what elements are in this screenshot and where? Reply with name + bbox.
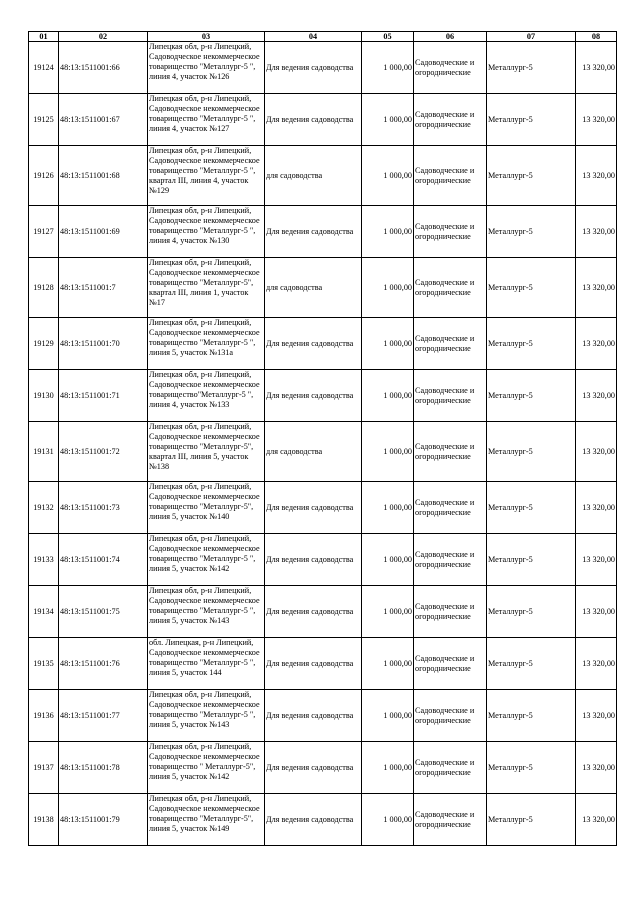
table-row	[29, 482, 617, 534]
cell-address	[148, 206, 265, 258]
cell-cadastral-number	[59, 146, 148, 206]
cell-permitted-use-text: Для ведения садоводства	[266, 554, 354, 564]
cell-address	[148, 94, 265, 146]
header-col-04: 04	[265, 32, 362, 42]
header-col-02: 02	[59, 32, 148, 42]
header-col-05: 05	[362, 32, 414, 42]
cell-address	[148, 42, 265, 94]
cell-cadastral-value	[576, 742, 617, 794]
cell-cadastral-value	[576, 794, 617, 846]
cell-cadastral-number-text: 48:13:1511001:79	[60, 814, 120, 824]
cell-row-number-text: 19134	[33, 606, 54, 616]
header-col-06: 06	[414, 32, 487, 42]
cell-land-category-text: Садоводческие и огороднические	[415, 705, 475, 725]
cell-permitted-use-text: для садоводства	[266, 282, 323, 292]
table-row	[29, 534, 617, 586]
cell-area	[362, 94, 414, 146]
cell-row-number-text: 19131	[33, 446, 54, 456]
cell-cadastral-number-text: 48:13:1511001:71	[60, 390, 120, 400]
cell-row-number	[29, 690, 59, 742]
cell-row-number-text: 19132	[33, 502, 54, 512]
cell-permitted-use-text: Для ведения садоводства	[266, 114, 354, 124]
cell-cadastral-value-text: 13 320,00	[582, 762, 615, 772]
table-row	[29, 690, 617, 742]
cell-permitted-use	[265, 146, 362, 206]
cell-row-number	[29, 586, 59, 638]
cell-cadastral-number-text: 48:13:1511001:77	[60, 710, 120, 720]
cell-address	[148, 690, 265, 742]
header-row	[29, 32, 617, 42]
cell-permitted-use	[265, 794, 362, 846]
header-col-03: 03	[148, 32, 265, 42]
cell-society-text: Металлург-5	[488, 170, 533, 180]
cell-row-number	[29, 206, 59, 258]
cell-cadastral-value-text: 13 320,00	[582, 710, 615, 720]
cell-land-category	[414, 258, 487, 318]
cell-area	[362, 42, 414, 94]
cell-area	[362, 534, 414, 586]
cell-society	[487, 482, 576, 534]
cell-area-text: 1 000,00	[383, 62, 412, 72]
cell-cadastral-number-text: 48:13:1511001:72	[60, 446, 120, 456]
cell-society-text: Металлург-5	[488, 658, 533, 668]
table-row	[29, 742, 617, 794]
cell-cadastral-value-text: 13 320,00	[582, 170, 615, 180]
cell-society-text: Металлург-5	[488, 62, 533, 72]
cell-area	[362, 482, 414, 534]
cell-area	[362, 370, 414, 422]
cell-cadastral-value-text: 13 320,00	[582, 606, 615, 616]
cell-address	[148, 146, 265, 206]
cell-land-category-text: Садоводческие и огороднические	[415, 221, 475, 241]
table-row	[29, 146, 617, 206]
cell-cadastral-number	[59, 638, 148, 690]
table-row	[29, 42, 617, 94]
cell-land-category	[414, 534, 487, 586]
cell-cadastral-value	[576, 206, 617, 258]
cell-cadastral-value	[576, 258, 617, 318]
cell-address	[148, 534, 265, 586]
cell-society	[487, 206, 576, 258]
cell-land-category-text: Садоводческие и огороднические	[415, 549, 475, 569]
cell-society-text: Металлург-5	[488, 282, 533, 292]
cell-land-category	[414, 370, 487, 422]
cell-society-text: Металлург-5	[488, 502, 533, 512]
cell-area	[362, 206, 414, 258]
cell-cadastral-value-text: 13 320,00	[582, 282, 615, 292]
cell-area-text: 1 000,00	[383, 710, 412, 720]
cell-cadastral-number	[59, 370, 148, 422]
cell-permitted-use-text: Для ведения садоводства	[266, 338, 354, 348]
cell-row-number	[29, 94, 59, 146]
cell-cadastral-value-text: 13 320,00	[582, 554, 615, 564]
cell-area-text: 1 000,00	[383, 114, 412, 124]
cell-land-category-text: Садоводческие и огороднические	[415, 385, 475, 405]
table-row	[29, 638, 617, 690]
table-row	[29, 422, 617, 482]
cell-society-text: Металлург-5	[488, 338, 533, 348]
cell-permitted-use-text: Для ведения садоводства	[266, 658, 354, 668]
cell-permitted-use	[265, 422, 362, 482]
cell-row-number-text: 19129	[33, 338, 54, 348]
cell-row-number	[29, 794, 59, 846]
cell-society-text: Металлург-5	[488, 446, 533, 456]
table-row	[29, 794, 617, 846]
cell-area-text: 1 000,00	[383, 814, 412, 824]
cell-permitted-use-text: Для ведения садоводства	[266, 814, 354, 824]
cell-permitted-use	[265, 206, 362, 258]
cell-permitted-use-text: Для ведения садоводства	[266, 226, 354, 236]
cell-cadastral-number-text: 48:13:1511001:78	[60, 762, 120, 772]
cell-land-category	[414, 318, 487, 370]
cell-row-number	[29, 742, 59, 794]
table-row	[29, 258, 617, 318]
cell-row-number-text: 19128	[33, 282, 54, 292]
cell-cadastral-number-text: 48:13:1511001:70	[60, 338, 120, 348]
cell-cadastral-value-text: 13 320,00	[582, 390, 615, 400]
cell-address	[148, 638, 265, 690]
cell-society-text: Металлург-5	[488, 606, 533, 616]
cell-society	[487, 370, 576, 422]
cell-permitted-use-text: для садоводства	[266, 170, 323, 180]
table-row	[29, 318, 617, 370]
cell-society	[487, 794, 576, 846]
cell-cadastral-value	[576, 482, 617, 534]
cell-address	[148, 318, 265, 370]
cell-land-category	[414, 794, 487, 846]
cell-area-text: 1 000,00	[383, 502, 412, 512]
cell-permitted-use-text: Для ведения садоводства	[266, 710, 354, 720]
cell-row-number-text: 19126	[33, 170, 54, 180]
cell-cadastral-number-text: 48:13:1511001:73	[60, 502, 120, 512]
cell-land-category	[414, 482, 487, 534]
cell-area	[362, 742, 414, 794]
cell-address-text: Липецкая обл, р-н Липецкий, Садоводческое некоммерческое товарищество "Металлург-5", квартал III, линия 1, участок №17	[149, 258, 260, 307]
cell-permitted-use	[265, 742, 362, 794]
cell-row-number-text: 19124	[33, 62, 54, 72]
cell-land-category	[414, 206, 487, 258]
cell-address	[148, 794, 265, 846]
cell-land-category	[414, 94, 487, 146]
cell-cadastral-number	[59, 422, 148, 482]
cell-row-number-text: 19137	[33, 762, 54, 772]
cell-area-text: 1 000,00	[383, 282, 412, 292]
cell-area-text: 1 000,00	[383, 170, 412, 180]
cell-permitted-use-text: Для ведения садоводства	[266, 762, 354, 772]
cell-cadastral-number-text: 48:13:1511001:69	[60, 226, 120, 236]
cell-cadastral-value	[576, 690, 617, 742]
cell-row-number	[29, 422, 59, 482]
table-row	[29, 206, 617, 258]
cell-permitted-use	[265, 42, 362, 94]
cell-society-text: Металлург-5	[488, 710, 533, 720]
cell-row-number	[29, 482, 59, 534]
cell-land-category-text: Садоводческие и огороднические	[415, 333, 475, 353]
cell-area	[362, 794, 414, 846]
cell-cadastral-value-text: 13 320,00	[582, 62, 615, 72]
cell-address	[148, 482, 265, 534]
cell-row-number	[29, 638, 59, 690]
cell-permitted-use-text: для садоводства	[266, 446, 323, 456]
cell-land-category-text: Садоводческие и огороднические	[415, 601, 475, 621]
cell-cadastral-number-text: 48:13:1511001:67	[60, 114, 120, 124]
cell-cadastral-value	[576, 94, 617, 146]
header-col-01: 01	[29, 32, 59, 42]
cell-cadastral-number	[59, 534, 148, 586]
cell-permitted-use	[265, 534, 362, 586]
cell-land-category	[414, 586, 487, 638]
cell-land-category-text: Садоводческие и огороднические	[415, 653, 475, 673]
cell-address-text: Липецкая обл, р-н Липецкий, Садоводческое некоммерческое товарищество "Металлург-5 ", линия 5, участок №143	[149, 690, 260, 729]
cell-row-number	[29, 42, 59, 94]
cell-cadastral-number-text: 48:13:1511001:68	[60, 170, 120, 180]
table-row	[29, 94, 617, 146]
cell-cadastral-number	[59, 258, 148, 318]
cell-address	[148, 370, 265, 422]
cell-address-text: Липецкая обл, р-н Липецкий, Садоводческое некоммерческое товарищество "Металлург-5 ", линия 5, участок №131а	[149, 318, 260, 357]
cell-land-category-text: Садоводческие и огороднические	[415, 109, 475, 129]
cell-permitted-use	[265, 482, 362, 534]
cell-permitted-use-text: Для ведения садоводства	[266, 502, 354, 512]
header-col-08: 08	[576, 32, 617, 42]
cell-area-text: 1 000,00	[383, 762, 412, 772]
cell-address-text: Липецкая обл, р-н Липецкий, Садоводческое некоммерческое товарищество "Металлург-5 ", линия 5, участок №142	[149, 534, 260, 573]
cell-cadastral-number	[59, 42, 148, 94]
cell-cadastral-value	[576, 42, 617, 94]
cell-address	[148, 422, 265, 482]
cell-cadastral-number	[59, 794, 148, 846]
cell-cadastral-number-text: 48:13:1511001:66	[60, 62, 120, 72]
cell-permitted-use	[265, 690, 362, 742]
cell-address-text: обл. Липецкая, р-н Липецкий, Садоводческое некоммерческое товарищество "Металлург-5 ", линия 5, участок 144	[149, 638, 260, 677]
cell-area	[362, 422, 414, 482]
cell-area	[362, 318, 414, 370]
cell-society-text: Металлург-5	[488, 226, 533, 236]
cell-area-text: 1 000,00	[383, 390, 412, 400]
cell-society	[487, 742, 576, 794]
cell-cadastral-number	[59, 318, 148, 370]
cell-cadastral-number	[59, 206, 148, 258]
cell-area-text: 1 000,00	[383, 554, 412, 564]
cell-cadastral-number	[59, 94, 148, 146]
cell-permitted-use	[265, 318, 362, 370]
cell-area-text: 1 000,00	[383, 606, 412, 616]
cell-society-text: Металлург-5	[488, 814, 533, 824]
cell-cadastral-number	[59, 742, 148, 794]
cell-address	[148, 258, 265, 318]
cell-permitted-use	[265, 94, 362, 146]
cell-land-category-text: Садоводческие и огороднические	[415, 441, 475, 461]
cell-area	[362, 690, 414, 742]
cell-cadastral-value-text: 13 320,00	[582, 114, 615, 124]
cell-permitted-use	[265, 638, 362, 690]
cell-cadastral-number-text: 48:13:1511001:7	[60, 282, 116, 292]
cell-row-number	[29, 370, 59, 422]
cell-area-text: 1 000,00	[383, 338, 412, 348]
cell-address-text: Липецкая обл, р-н Липецкий, Садоводческое некоммерческое товарищество "Металлург-5 ", линия 4, участок №127	[149, 94, 260, 133]
cell-cadastral-number-text: 48:13:1511001:75	[60, 606, 120, 616]
cell-land-category-text: Садоводческие и огороднические	[415, 277, 475, 297]
cell-society	[487, 258, 576, 318]
cell-address-text: Липецкая обл, р-н Липецкий, Садоводческое некоммерческое товарищество "Металлург-5 ", линия 5, участок №143	[149, 586, 260, 625]
cell-society-text: Металлург-5	[488, 390, 533, 400]
cell-row-number	[29, 318, 59, 370]
cell-area-text: 1 000,00	[383, 226, 412, 236]
cell-land-category-text: Садоводческие и огороднические	[415, 809, 475, 829]
cell-society	[487, 586, 576, 638]
cell-area	[362, 638, 414, 690]
cell-land-category	[414, 638, 487, 690]
cell-row-number	[29, 146, 59, 206]
cell-permitted-use-text: Для ведения садоводства	[266, 62, 354, 72]
cell-cadastral-value	[576, 534, 617, 586]
cell-society	[487, 42, 576, 94]
cell-land-category-text: Садоводческие и огороднические	[415, 165, 475, 185]
cell-society	[487, 534, 576, 586]
cell-permitted-use	[265, 370, 362, 422]
table-row	[29, 370, 617, 422]
cell-cadastral-value-text: 13 320,00	[582, 502, 615, 512]
cell-row-number	[29, 258, 59, 318]
cell-row-number-text: 19138	[33, 814, 54, 824]
cell-society	[487, 146, 576, 206]
cell-cadastral-number	[59, 690, 148, 742]
cell-address-text: Липецкая обл, р-н Липецкий, Садоводческое некоммерческое товарищество "Металлург-5 ", линия 4, участок №130	[149, 206, 260, 245]
cell-land-category	[414, 42, 487, 94]
cell-cadastral-value	[576, 370, 617, 422]
cell-society	[487, 318, 576, 370]
cell-area	[362, 258, 414, 318]
cell-address-text: Липецкая обл, р-н Липецкий, Садоводческое некоммерческое товарищество "Металлург-5 ", линия 4, участок №126	[149, 42, 260, 81]
land-registry-table	[28, 31, 617, 846]
cell-row-number-text: 19135	[33, 658, 54, 668]
cell-land-category	[414, 742, 487, 794]
cell-society	[487, 422, 576, 482]
cell-row-number-text: 19130	[33, 390, 54, 400]
cell-cadastral-value	[576, 422, 617, 482]
cell-cadastral-value-text: 13 320,00	[582, 446, 615, 456]
cell-permitted-use	[265, 258, 362, 318]
cell-cadastral-number	[59, 482, 148, 534]
cell-society-text: Металлург-5	[488, 762, 533, 772]
cell-cadastral-number	[59, 586, 148, 638]
cell-land-category	[414, 690, 487, 742]
cell-address-text: Липецкая обл, р-н Липецкий, Садоводческое некоммерческое товарищество "Металлург-5", линия 5, участок №140	[149, 482, 260, 521]
header-col-07: 07	[487, 32, 576, 42]
cell-address-text: Липецкая обл, р-н Липецкий, Садоводческое некоммерческое товарищество "Металлург-5 ", квартал III, линия 4, участок №129	[149, 146, 260, 195]
cell-cadastral-number-text: 48:13:1511001:76	[60, 658, 120, 668]
cell-land-category-text: Садоводческие и огороднические	[415, 757, 475, 777]
cell-cadastral-value	[576, 318, 617, 370]
cell-address-text: Липецкая обл, р-н Липецкий, Садоводческое некоммерческое товарищество "Металлург-5", квартал III, линия 5, участок №138	[149, 422, 260, 471]
cell-land-category-text: Садоводческие и огороднические	[415, 497, 475, 517]
cell-cadastral-value	[576, 146, 617, 206]
cell-area	[362, 146, 414, 206]
cell-address-text: Липецкая обл, р-н Липецкий, Садоводческое некоммерческое товарищество "Металлург-5", линия 5, участок №149	[149, 794, 260, 833]
table-row	[29, 586, 617, 638]
cell-land-category	[414, 146, 487, 206]
cell-permitted-use-text: Для ведения садоводства	[266, 606, 354, 616]
cell-area-text: 1 000,00	[383, 446, 412, 456]
cell-address-text: Липецкая обл, р-н Липецкий, Садоводческое некоммерческое товарищество"Металлург-5 ", линия 4, участок №133	[149, 370, 260, 409]
cell-society	[487, 94, 576, 146]
cell-area	[362, 586, 414, 638]
cell-permitted-use-text: Для ведения садоводства	[266, 390, 354, 400]
cell-land-category	[414, 422, 487, 482]
cell-row-number	[29, 534, 59, 586]
cell-address	[148, 742, 265, 794]
cell-society	[487, 690, 576, 742]
cell-row-number-text: 19133	[33, 554, 54, 564]
cell-cadastral-value-text: 13 320,00	[582, 338, 615, 348]
cell-address-text: Липецкая обл, р-н Липецкий, Садоводческое некоммерческое товарищество " Металлург-5", линия 5, участок №142	[149, 742, 260, 781]
cell-cadastral-value-text: 13 320,00	[582, 814, 615, 824]
cell-row-number-text: 19127	[33, 226, 54, 236]
cell-land-category-text: Садоводческие и огороднические	[415, 57, 475, 77]
cell-cadastral-value-text: 13 320,00	[582, 658, 615, 668]
cell-row-number-text: 19136	[33, 710, 54, 720]
cell-cadastral-value	[576, 586, 617, 638]
cell-cadastral-value-text: 13 320,00	[582, 226, 615, 236]
cell-area-text: 1 000,00	[383, 658, 412, 668]
cell-society-text: Металлург-5	[488, 554, 533, 564]
cell-cadastral-number-text: 48:13:1511001:74	[60, 554, 120, 564]
cell-cadastral-value	[576, 638, 617, 690]
cell-row-number-text: 19125	[33, 114, 54, 124]
cell-society-text: Металлург-5	[488, 114, 533, 124]
cell-society	[487, 638, 576, 690]
cell-address	[148, 586, 265, 638]
cell-permitted-use	[265, 586, 362, 638]
